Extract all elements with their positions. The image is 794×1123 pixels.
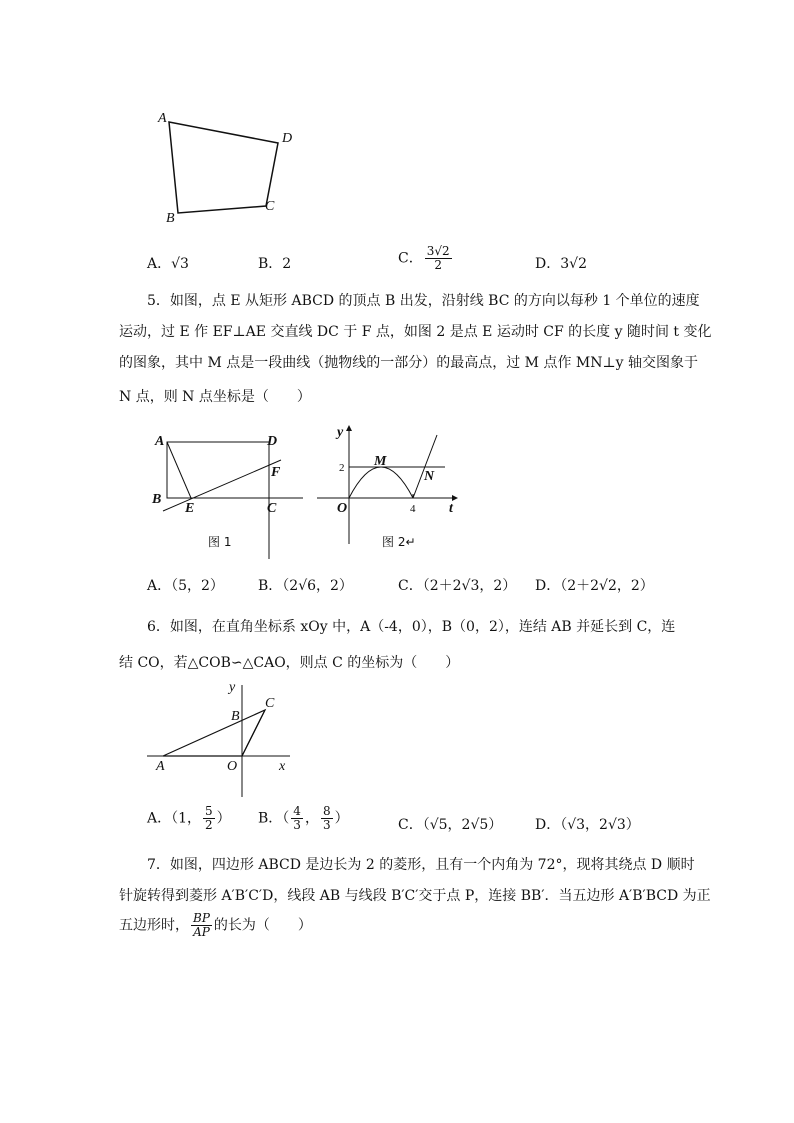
- q5-option-a: A．（5，2）: [147, 578, 224, 594]
- q5-option-c: C．（2＋2√3，2）: [398, 578, 517, 594]
- q7-line-1: 7．如图，四边形 ABCD 是边长为 2 的菱形，且有一个内角为 72°，现将其绕点 D 顺时: [147, 857, 695, 873]
- q5-option-b: B．（2√6，2）: [258, 578, 353, 594]
- quadrilateral-abcd: [169, 122, 278, 213]
- q4-option-b: [258, 254, 291, 274]
- t-axis-label: t: [449, 501, 453, 516]
- q6-option-b-label: B．（: [258, 810, 290, 827]
- label-m: M: [374, 454, 387, 469]
- q4-option-a-value: √3: [171, 256, 189, 272]
- q6-option-b-denominator-2: 3: [322, 818, 331, 832]
- q4-option-d: [535, 254, 587, 274]
- parabola-curve: [349, 467, 413, 498]
- q5-option-d: D．（2＋2√2，2）: [535, 578, 654, 594]
- q5-figure-1: [145, 428, 310, 563]
- q7-fraction-numerator: BP: [193, 911, 210, 925]
- q5-figure-2: [315, 420, 465, 555]
- label-b: B: [152, 492, 162, 507]
- tick-label-4: 4: [410, 503, 416, 515]
- label-b: B: [166, 211, 175, 226]
- q4-option-d-value: 3√2: [560, 256, 587, 272]
- q5-line-3: 的图象，其中 M 点是一段曲线（抛物线的一部分）的最高点，过 M 点作 MN⊥y 轴交图象于: [119, 355, 699, 371]
- q7-fraction-denominator: AP: [193, 925, 210, 939]
- q6-option-a: [147, 805, 231, 832]
- q6-option-b-fraction-1: [291, 805, 303, 832]
- figure-2-caption: 图 2↵: [382, 535, 416, 549]
- rectangle-abcd: [167, 442, 269, 498]
- q6-option-a-denominator: 2: [205, 818, 213, 832]
- q4-option-c: [398, 245, 454, 272]
- y-axis-label: y: [229, 680, 236, 695]
- q6-option-b-fraction-2: [321, 805, 333, 832]
- q4-option-c-fraction: [425, 245, 452, 272]
- q7-line-3-prefix: 五边形时，: [119, 917, 189, 934]
- q4-option-d-label: D．: [535, 256, 561, 272]
- origin-label: O: [337, 501, 348, 516]
- label-o: O: [227, 759, 238, 774]
- line-ae: [167, 442, 191, 498]
- label-e: E: [185, 501, 195, 516]
- q5-line-1: 5．如图，点 E 从矩形 ABCD 的顶点 B 出发，沿射线 BC 的方向以每秒 1 个单位的速度: [147, 293, 700, 309]
- q4-option-a: [147, 254, 189, 274]
- q6-option-b-separator: ，: [304, 810, 319, 827]
- label-c: C: [267, 501, 277, 516]
- label-a: A: [155, 434, 165, 449]
- q5-line-2: 运动，过 E 作 EF⊥AE 交直线 DC 于 F 点，如图 2 是点 E 运动时 CF 的长度 y 随时间 t 变化: [119, 324, 712, 340]
- tick-label-2: 2: [339, 462, 345, 474]
- q4-option-c-denominator: 2: [434, 258, 442, 272]
- q6-option-b-numerator-2: 8: [322, 804, 331, 818]
- label-c: C: [265, 199, 275, 214]
- q5-line-4: N 点，则 N 点坐标是（ ）: [119, 389, 311, 405]
- x-axis-label: x: [279, 759, 286, 774]
- q6-option-a-fraction: [203, 805, 215, 832]
- q4-option-a-label: A．: [147, 256, 172, 272]
- q7-line-3: [119, 912, 312, 939]
- q6-option-a-numerator: 5: [205, 804, 213, 818]
- label-b: B: [231, 709, 240, 724]
- q6-line-1: 6．如图，在直角坐标系 xOy 中，A（-4，0），B（0，2），连结 AB 并延长到 C，连: [147, 619, 676, 635]
- q6-line-2: 结 CO，若△COB∽△CAO，则点 C 的坐标为（ ）: [119, 655, 460, 671]
- q6-option-a-close: ）: [216, 810, 231, 827]
- q4-option-c-numerator: 3√2: [426, 244, 450, 258]
- q6-option-b-denominator-1: 3: [293, 818, 301, 832]
- q6-option-b: [258, 805, 349, 832]
- label-d: D: [282, 131, 293, 146]
- q7-line-3-suffix: 的长为（ ）: [213, 917, 312, 934]
- label-a: A: [158, 111, 167, 126]
- label-a: A: [156, 759, 165, 774]
- label-f: F: [271, 465, 281, 480]
- q6-option-c: C．（√5，2√5）: [398, 817, 503, 833]
- q7-fraction-bp-ap: [191, 912, 212, 939]
- line-ef: [163, 460, 281, 511]
- figure-1-caption: 图 1: [208, 535, 232, 549]
- label-d: D: [267, 434, 278, 449]
- q4-quadrilateral-figure: [150, 100, 310, 230]
- q4-option-b-label: B．: [258, 256, 283, 272]
- q6-option-b-close: ）: [334, 810, 349, 827]
- triangle-aoc: [163, 710, 265, 756]
- q4-option-c-label: C．: [398, 250, 423, 267]
- q6-option-d: D．（√3，2√3）: [535, 817, 640, 833]
- q6-option-b-numerator-1: 4: [293, 804, 301, 818]
- q6-figure: [145, 675, 295, 800]
- label-n: N: [424, 469, 435, 484]
- y-axis-label: y: [337, 425, 344, 440]
- q6-option-a-label: A．（1，: [147, 810, 202, 827]
- segment-oc: [242, 710, 265, 756]
- q7-line-2: 针旋转得到菱形 A′B′C′D，线段 AB 与线段 B′C′交于点 P，连接 BB′．当五边形 A′B′BCD 为正: [119, 888, 711, 904]
- q4-option-b-value: 2: [282, 256, 292, 272]
- label-c: C: [265, 696, 275, 711]
